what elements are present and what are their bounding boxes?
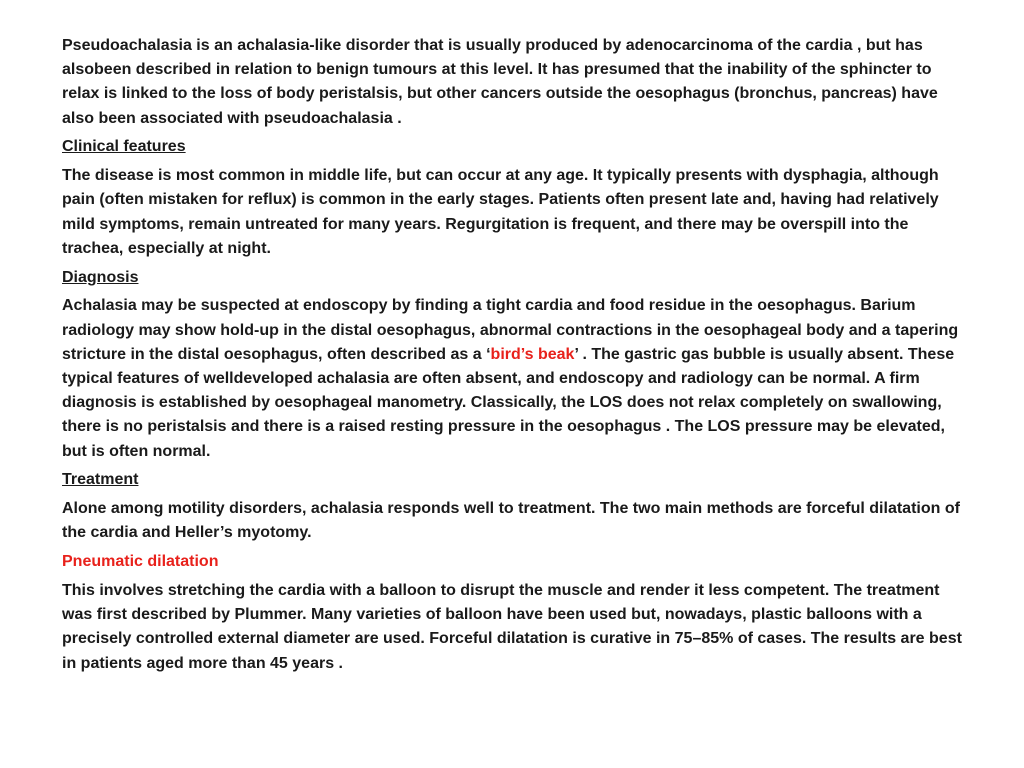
- clinical-features-heading: Clinical features: [62, 138, 186, 156]
- pneumatic-dilatation-heading: Pneumatic dilatation: [62, 553, 219, 571]
- intro-paragraph: Pseudoachalasia is an achalasia-like disorder that is usually produced by adenocarcinoma of the cardia , but has alsobeen described in relation to benign tumours at this level. It has presumed that the inability of the sphincter to relax is linked to the loss of body peristalsis, but other cancers outside the oesophagus (bronchus, pancreas) have also been associated with pseudoachalasia .: [62, 37, 938, 127]
- treatment-heading: Treatment: [62, 471, 139, 489]
- diagnosis-heading: Diagnosis: [62, 268, 139, 286]
- pneumatic-dilatation-paragraph: This involves stretching the cardia with a balloon to disrupt the muscle and render it less competent. The treatment was first described by Plummer. Many varieties of balloon have been used but, nowadays, plastic balloons with a precisely controlled external diameter are used. Forceful dilatation is curative in 75–85% of cases. The results are best in patients aged more than 45 years .: [62, 582, 962, 672]
- birds-beak-highlight: bird’s beak: [490, 345, 575, 363]
- diagnosis-paragraph: [62, 294, 962, 463]
- document-page: [62, 34, 962, 680]
- diagnosis-text-after: ’ . The gastric gas bubble is usually absent. These typical features of welldeveloped achalasia are often absent, and endoscopy and radiology can be normal. A firm diagnosis is established by oesophageal manometry. Classically, the LOS does not relax completely on swallowing, there is no peristalsis and there is a raised resting pressure in the oesophagus . The LOS pressure may be elevated, but is often normal.: [62, 345, 955, 460]
- treatment-paragraph: Alone among motility disorders, achalasia responds well to treatment. The two main methods are forceful dilatation of the cardia and Heller’s myotomy.: [62, 500, 960, 542]
- clinical-features-paragraph: The disease is most common in middle life, but can occur at any age. It typically presents with dysphagia, although pain (often mistaken for reflux) is common in the early stages. Patients often present late and, having had relatively mild symptoms, remain untreated for many years. Regurgitation is frequent, and there may be overspill into the trachea, especially at night.: [62, 167, 939, 257]
- diagnosis-text-before: Achalasia may be suspected at endoscopy by finding a tight cardia and food residue in the oesophagus. Barium radiology may show hold-up in the distal oesophagus, abnormal contractions in the oesophageal body and a tapering stricture in the distal oesophagus, often described as a ‘: [62, 297, 959, 363]
